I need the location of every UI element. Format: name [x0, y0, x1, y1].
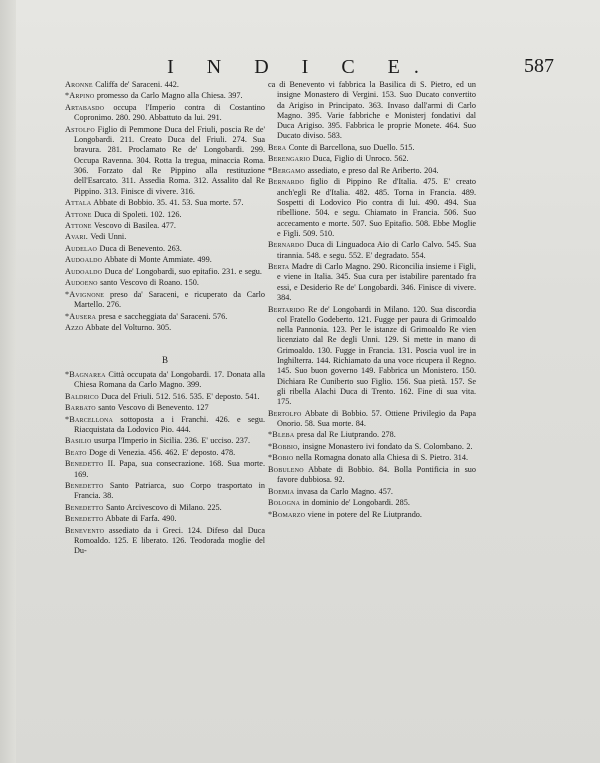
index-entry [65, 312, 265, 322]
section-letter-b: B [161, 355, 168, 366]
entry-text: Santo Arcivescovo di Milano. 225. [105, 502, 222, 512]
entry-heading: *Arpino [65, 91, 95, 101]
entry-heading: Boemia [268, 486, 295, 496]
entry-heading: Bernardo [268, 177, 305, 187]
index-entry [268, 465, 476, 486]
entry-text: figlio di Pippino Re d'Italia. 475. E' creato anch'egli Re d'Italia. 482. 485. Torna in Francia. 489. Sospetti di Lodovico Pio contra di lui. 490. 494. Sua ribellione. 504. e segu. Chiamato in Francia. 506. Suo accecamento e morte. 507. Suo Epitafio. 508. Ebbe Moglie e Figli. 509. 510. [277, 177, 477, 238]
entry-heading: Baldrico [65, 391, 99, 401]
entry-heading: *Bomarzo [268, 509, 306, 519]
entry-text: Duca di Benevento. 263. [99, 243, 182, 253]
index-entry [268, 154, 476, 164]
entry-text: presa e saccheggiata da' Saraceni. 576. [98, 311, 228, 321]
entry-text: Doge di Venezia. 456. 462. E' deposto. 478. [89, 447, 236, 457]
entry-text: viene in potere del Re Liutprando. [307, 509, 422, 519]
entry-text: Città occupata da' Longobardi. 17. Donata alla Chiesa Romana da Carlo Magno. 399. [74, 369, 265, 390]
entry-heading: Bologna [268, 498, 301, 508]
entry-heading: Attala [65, 198, 92, 208]
entry-text: Vescovo di Basilea. 477. [93, 220, 176, 230]
entry-text: santo Vescovo di Benevento. 127 [98, 403, 209, 413]
entry-text: promesso da Carlo Magno alla Chiesa. 397. [96, 91, 243, 101]
entry-text: assediato, e preso dal Re Ariberto. 204. [307, 165, 439, 175]
index-entry [268, 453, 476, 463]
index-entry [65, 436, 265, 446]
index-entry [268, 409, 476, 430]
entry-heading: Artabasdo [65, 102, 105, 112]
index-entry [268, 177, 476, 239]
index-entry [65, 232, 265, 242]
entry-heading: Bernardo [268, 240, 305, 250]
entry-heading: Attone [65, 220, 92, 230]
index-entry [65, 244, 265, 254]
page-title: I N D I C E. [167, 56, 433, 78]
index-entry [65, 267, 265, 277]
left-column [65, 80, 265, 558]
entry-heading: Berengario [268, 154, 311, 164]
index-entry [65, 459, 265, 480]
entry-text: Santo Patriarca, suo Corpo trasportato in Francia. 38. [74, 481, 265, 501]
right-column [268, 80, 476, 521]
entry-heading: Attone [65, 209, 92, 219]
index-entry [65, 503, 265, 513]
entry-text: Abbate di Bobbio. 84. Bolla Pontificia in suo favore dubbiosa. 92. [277, 464, 476, 485]
entry-heading: *Bobbio, [268, 441, 300, 451]
entry-heading: *Ausera [65, 311, 97, 321]
entry-text: Duca del Friuli. 512. 516. 535. E' deposto. 541. [101, 391, 260, 401]
entry-heading: Beato [65, 447, 87, 457]
index-entry [268, 442, 476, 452]
entry-text: Abbate di Farfa. 490. [105, 514, 177, 524]
index-entry [268, 166, 476, 176]
entry-text: presa dal Re Liutprando. 278. [296, 430, 396, 440]
index-entry [65, 80, 265, 90]
entry-text: usurpa l'Imperio in Sicilia. 236. E' ucciso. 237. [93, 436, 251, 446]
index-entry [65, 403, 265, 413]
entry-heading: Azzo [65, 323, 84, 333]
entry-text: Figlio di Pemmone Duca del Friuli, poscia Re de' Longobardi. 211. Creato Duca del Friuli. 274. Sua bravura. 281. Proclamato Re de' Longobardi. 299. Occupa Ravenna. 304. Rotta la tregua, minaccia Roma. 306. Forzato dal Re Pippino alla restituzione dell'Esarcato. 311. Assedia Roma. 312. Assalito dal Re Pippino. 313. Finisce di vivere. 316. [74, 124, 265, 196]
entry-heading: Audoaldo [65, 255, 103, 265]
entry-heading: Avari. [65, 232, 89, 242]
entry-heading: Aronne [65, 80, 93, 89]
entry-text: in dominio de' Longobardi. 285. [302, 498, 410, 508]
entry-heading: Basilio [65, 436, 92, 446]
entry-text: preso da' Saraceni, e ricuperato da Carlo Martello. 276. [74, 289, 265, 310]
entry-heading: Benedetto [65, 514, 104, 524]
entry-text: sottoposta a i Franchi. 426. e segu. Riacquistata da Lodovico Pio. 444. [74, 414, 265, 434]
entry-text: Duca, Figlio di Unroco. 562. [312, 154, 409, 164]
entry-heading: *Bobio [268, 453, 294, 463]
index-entry [65, 255, 265, 265]
index-entry [65, 415, 265, 436]
index-entry [268, 305, 476, 408]
entry-heading: *Bergamo [268, 165, 306, 175]
entry-heading: Benedetto [65, 481, 104, 491]
index-entry [65, 514, 265, 524]
entry-text: II. Papa, sua consecrazione. 168. Sua morte. 169. [74, 459, 265, 479]
entry-text: ca di Benevento vi fabbrica la Basilica di S. Pietro, ed un insigne Monastero di Vergini. 153. Suo Ducato convertito da Arigiso in Principato. 363. Invaso dall'armi di Carlo Magno. 395. Varie fabbriche e Monisterj fondativi dal Duca Arigiso. 395. Fabbrica le proprie Monete. 464. Suo Ducato diviso. 583. [268, 80, 476, 141]
entry-text: Abbate di Monte Ammiate. 499. [104, 255, 212, 265]
entry-text: Duca di Linguadoca Aio di Carlo Calvo. 545. Sua tirannia. 548. e segu. 552. E' degradato. 554. [277, 240, 477, 260]
page-edge-shadow [0, 0, 16, 763]
index-entry [268, 240, 476, 261]
index-entry [65, 125, 265, 197]
entry-heading: Bertarido [268, 304, 305, 314]
entry-text: santo Vescovo di Roano. 150. [100, 278, 199, 288]
entry-heading: Benedetto [65, 502, 104, 512]
page-number: 587 [524, 55, 554, 77]
index-entry [65, 323, 265, 333]
index-entry [268, 487, 476, 497]
entry-text: Re de' Longobardi in Milano. 120. Sua discordia col Fratello Godeberto. 121. Fugge per paura di Grimoaldo nella Pannonia. 123. Per le istanze di Grimoaldo Re vien licenziato dal Re degli Unni. 129. Si mette in mano di Grimoaldo. 130. Fugge in Francia. 131. Poscia vuol ire in Inghilterra. 144. Richiamato da una voce ricupera il Regno. 145. Suo buon governo 149. Fabbrica un Monistero. 150. Dichiara Re Cuniberto suo Figlio. 156. Sua pietà. 157. Se gli ribella Alachi Duca di Trento. 162. Fine di sua vita. 175. [277, 304, 477, 407]
entry-heading: Barbato [65, 403, 96, 413]
entry-heading: *Bleba [268, 430, 295, 440]
index-entry [65, 198, 265, 208]
index-entry [268, 143, 476, 153]
entry-text: Abbate di Bobbio. 35. 41. 53. Sua morte. 57. [93, 198, 244, 208]
entry-text: Vedi Unni. [90, 232, 127, 242]
entry-text: Califfa de' Saraceni. 442. [95, 80, 179, 89]
entry-heading: Bobuleno [268, 464, 304, 474]
index-entry [65, 481, 265, 502]
index-entry [65, 91, 265, 101]
entry-heading: *Avignone [65, 289, 105, 299]
index-entry [65, 526, 265, 557]
entry-heading: Benevento [65, 525, 105, 535]
entry-heading: Audoaldo [65, 266, 103, 276]
entry-text: Duca de' Longobardi, suo epitafio. 231. e segu. [104, 266, 262, 276]
entry-heading: Benedetto [65, 459, 104, 469]
entry-heading: Astolfo [65, 124, 95, 134]
index-entry [65, 221, 265, 231]
entry-text: Abbate di Bobbio. 57. Ottiene Privilegio da Papa Onorio. 58. Sua morte. 84. [277, 408, 476, 428]
index-entry [65, 278, 265, 288]
entry-text: Conte di Barcellona, suo Duello. 515. [288, 142, 415, 152]
entry-text: Madre di Carlo Magno. 290. Riconcilia insieme i Figli, e viene in Italia. 345. Sua cura per istabilire parentado fra essi, e Desiderio Re de' Longobardi. 346. Finisce di vivere. 384. [277, 262, 476, 303]
index-entry [268, 430, 476, 440]
index-entry [65, 448, 265, 458]
entry-text: invasa da Carlo Magno. 457. [296, 486, 393, 496]
entry-text: assediato da i Greci. 124. Difeso dal Duca Romoaldo. 125. E liberato. 126. Teodorada moglie del Du- [74, 525, 265, 556]
entry-heading: Berta [268, 262, 290, 272]
entry-heading: *Bagnarea [65, 369, 106, 379]
entry-heading: *Barcellona [65, 414, 114, 424]
index-entry [268, 80, 476, 142]
entry-heading: Audoeno [65, 278, 98, 288]
entry-heading: Audelao [65, 243, 97, 253]
entry-text: insigne Monastero ivi fondato da S. Colombano. 2. [302, 441, 473, 451]
index-entry [268, 510, 476, 520]
index-entry [268, 498, 476, 508]
index-entry [65, 210, 265, 220]
entry-heading: Bera [268, 142, 287, 152]
index-entry [65, 392, 265, 402]
entry-text: Duca di Spoleti. 102. 126. [94, 209, 182, 219]
entry-text: occupa l'Imperio contra di Costantino Copronimo. 280. 290. Abbattuto da lui. 291. [74, 102, 265, 123]
entry-heading: Bertolfo [268, 408, 302, 418]
entry-text: nella Romagna donato alla Chiesa di S. Pietro. 314. [295, 453, 469, 463]
index-entry [65, 103, 265, 124]
index-entry [65, 290, 265, 311]
entry-text: Abbate del Volturno. 305. [85, 323, 172, 333]
index-entry [65, 370, 265, 391]
index-entry [268, 262, 476, 303]
